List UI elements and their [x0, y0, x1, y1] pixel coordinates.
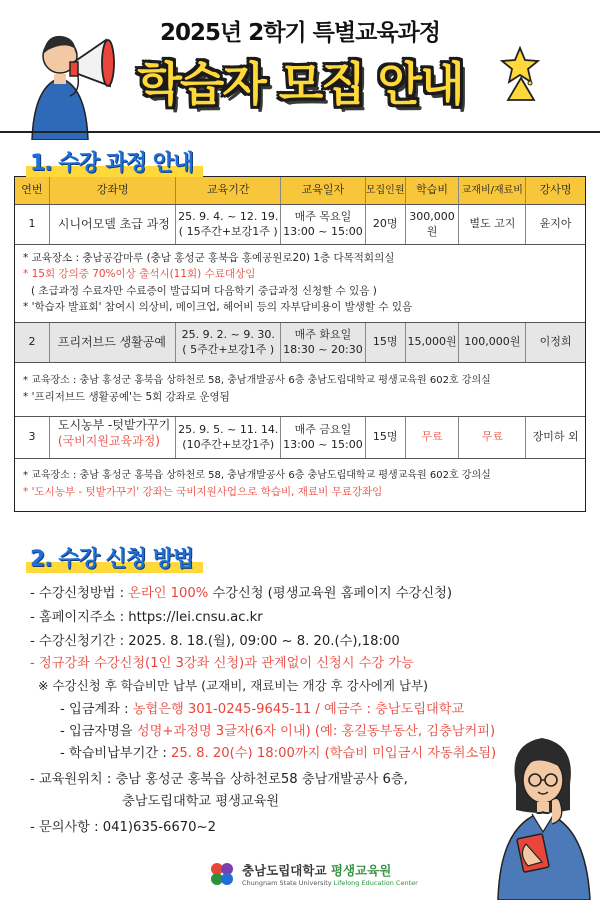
event-subtitle: 2025년 2학기 특별교육과정 [160, 20, 440, 46]
course-notes [15, 363, 585, 417]
woman-reading-illustration [486, 724, 598, 900]
center-name-en: Lifelong Education Center [333, 879, 418, 887]
note-line: * 교육장소 : 충남 홍성군 홍북읍 상하천로 58, 충남개발공사 6층 충남도립대학교 평생교육원 602호 강의실 [23, 470, 491, 481]
location-line: - 교육원위치 : 충남 홍성군 홍북읍 상하천로58 충남개발공사 6층, [30, 772, 408, 787]
contact-line: - 문의사항 : 041)635-6670~2 [30, 820, 216, 835]
course-no: 2 [15, 323, 50, 362]
account-line [60, 698, 464, 717]
note-line: * '도시농부 - 텃밭가꾸기' 강좌는 국비지원사업으로 학습비, 재료비 무료강좌임 [23, 485, 383, 498]
note-line: * '학습자 발표회' 참여시 의상비, 메이크업, 헤어비 등의 자부담비용이 발생할 수 있음 [23, 300, 413, 313]
deadline-label: - 학습비납부기간 : [60, 746, 171, 761]
note-line: * 교육장소 : 충남공감마루 (충남 홍성군 홍북읍 홍예공원로20) 1층 다목적회의실 [23, 252, 395, 264]
school-name-en: Chungnam State University [242, 879, 332, 887]
course-period-weeks: (10주간+보강1주) [182, 437, 275, 451]
course-day: 매주 금요일 [294, 422, 352, 436]
apply-method-highlight: 온라인 100% [128, 586, 209, 601]
col-header-name: 강좌명 [50, 177, 177, 204]
location-line-2: 충남도립대학교 평생교육원 [122, 794, 280, 809]
course-instructor: 윤지아 [539, 217, 572, 231]
apply-notice-line: - 정규강좌 수강신청(1인 3강좌 신청)과 관계없이 신청시 수강 가능 [30, 656, 414, 671]
course-time: 13:00 ~ 15:00 [283, 437, 363, 451]
apply-period-line: - 수강신청기간 : 2025. 8. 18.(월), 09:00 ~ 8. 20.(수),18:00 [30, 634, 400, 649]
homepage-line: - 홈페이지주소 : https://lei.cnsu.ac.kr [30, 610, 263, 625]
depositor-label: - 입금자명을 [60, 724, 137, 739]
col-header-capacity: 모집인원 [366, 177, 406, 204]
account-value: 농협은행 301-0245-9645-11 / 예금주 : 충남도립대학교 [132, 702, 465, 717]
course-capacity: 15명 [366, 417, 406, 458]
course-no: 3 [15, 417, 50, 458]
course-period-dates: 25. 9. 4. ~ 12. 19. [178, 209, 279, 223]
course-capacity: 15명 [366, 323, 406, 362]
course-material: 별도 고지 [459, 205, 526, 244]
course-period [176, 417, 281, 458]
course-name [50, 417, 177, 458]
apply-method-line [30, 582, 452, 601]
footer-logo-text [242, 861, 418, 887]
course-table [14, 176, 586, 512]
course-fee: 15,000원 [406, 323, 460, 362]
col-header-material: 교재비/재료비 [459, 177, 526, 204]
account-label: - 입금계좌 : [60, 702, 133, 717]
course-fee: 무료 [406, 417, 460, 458]
col-header-instructor: 강사명 [539, 183, 572, 197]
course-time: 13:00 ~ 15:00 [283, 224, 363, 238]
course-no: 1 [15, 205, 50, 244]
course-period [176, 323, 281, 362]
university-logo-icon [208, 860, 236, 888]
course-fee: 300,000원 [406, 205, 460, 244]
course-schedule [281, 323, 366, 362]
course-period-weeks: ( 15주간+보강1주 ) [178, 224, 278, 238]
center-name: 평생교육원 [330, 863, 392, 878]
note-line: ( 초급과정 수료자만 수료증이 발급되며 다음학기 중급과정 신청할 수 있음 ) [31, 284, 377, 297]
col-header-period: 교육기간 [176, 177, 281, 204]
course-material: 100,000원 [459, 323, 526, 362]
depositor-line [60, 720, 495, 739]
section1-title-text: 1. 수강 과정 안내 [30, 151, 194, 176]
payment-intro-line: ※ 수강신청 후 학습비만 납부 (교재비, 재료비는 개강 후 강사에게 납부) [38, 678, 428, 693]
footer-logo [208, 860, 418, 888]
deadline-line [60, 742, 496, 761]
course-instructor: 이정희 [539, 335, 572, 349]
depositor-value: 성명+과정명 3글자(6자 이내) (예: 홍길동부동산, 김충남커피) [136, 724, 496, 739]
course-schedule [281, 205, 366, 244]
col-header-no: 연번 [15, 177, 50, 204]
course-capacity: 20명 [366, 205, 406, 244]
course-material: 무료 [459, 417, 526, 458]
apply-method-rest: 수강신청 (평생교육원 홈페이지 수강신청) [208, 586, 452, 601]
section1-title [30, 146, 193, 177]
table-row [15, 205, 585, 245]
course-name: 시니어모델 초급 과정 [50, 205, 177, 244]
course-day: 매주 목요일 [294, 209, 352, 223]
school-name: 충남도립대학교 [242, 863, 327, 878]
section2-title-text: 2. 수강 신청 방법 [30, 547, 194, 572]
apply-method-label: - 수강신청방법 : [30, 586, 129, 601]
col-header-fee: 학습비 [406, 177, 460, 204]
course-notes [15, 459, 585, 511]
page-title: 학습자 모집 안내 [137, 57, 463, 111]
table-row [15, 323, 585, 363]
course-name-main: 도시농부 -텃밭가꾸기 [57, 418, 171, 432]
course-period [176, 205, 281, 244]
course-schedule [281, 417, 366, 458]
course-period-dates: 25. 9. 5. ~ 11. 14. [178, 422, 279, 436]
footer-name-ko [242, 861, 418, 879]
table-header-row [15, 177, 585, 205]
note-line: * 15회 강의중 70%이상 출석시(11회) 수료대상임 [23, 268, 256, 281]
table-row [15, 417, 585, 459]
course-instructor: 장미하 외 [532, 430, 579, 444]
deadline-value: 25. 8. 20(수) 18:00까지 (학습비 미입금시 자동취소됨) [170, 746, 497, 761]
course-name: 프리저브드 생활공예 [50, 323, 177, 362]
header-divider [0, 131, 600, 133]
note-line: * 교육장소 : 충남 홍성군 홍북읍 상하천로 58, 충남개발공사 6층 충남도립대학교 평생교육원 602호 강의실 [23, 375, 491, 386]
course-period-dates: 25. 9. 2. ~ 9. 30. [181, 327, 275, 341]
course-day: 매주 화요일 [294, 327, 352, 341]
course-time: 18:30 ~ 20:30 [283, 342, 363, 356]
section2-title [30, 542, 193, 573]
course-name-sub: (국비지원교육과정) [57, 434, 160, 449]
course-period-weeks: ( 5주간+보강1주 ) [182, 342, 275, 356]
footer-name-en [242, 879, 418, 887]
course-notes [15, 245, 585, 323]
note-line: * '프리저브드 생활공예'는 5회 강좌로 운영됨 [23, 390, 230, 403]
col-header-day: 교육일자 [281, 177, 366, 204]
